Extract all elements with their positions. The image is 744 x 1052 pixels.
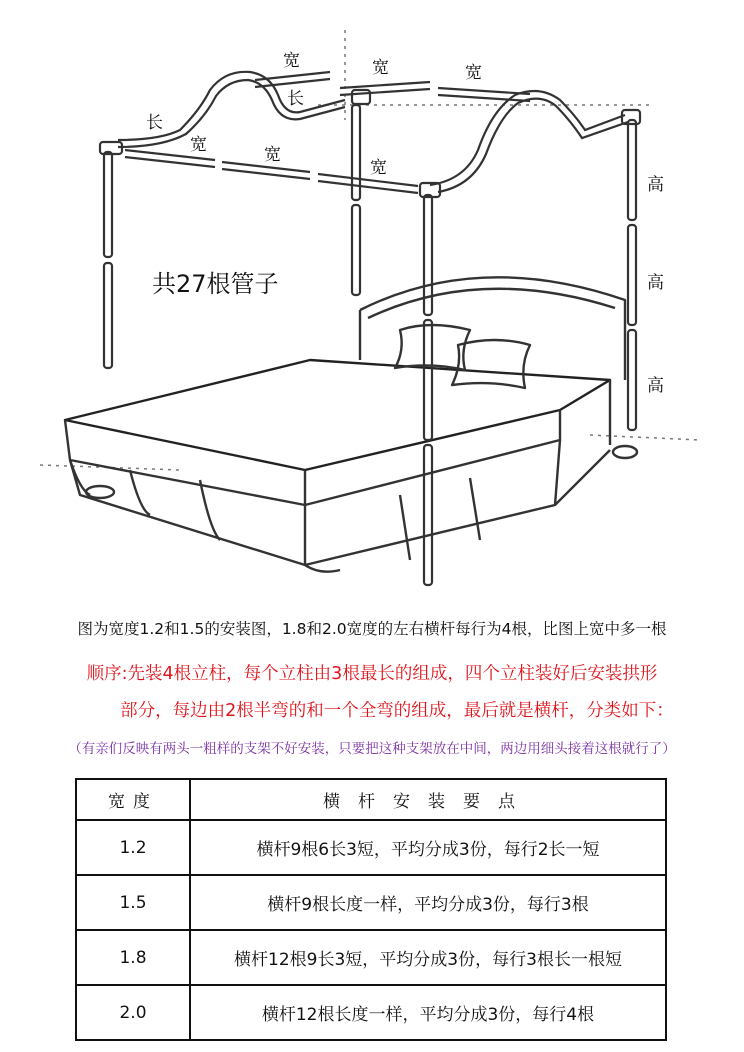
cell-points: 横杆12根9长3短，平均分成3份，每行3根长一根短 — [190, 930, 666, 985]
total-pipes-label: 共27根管子 — [152, 270, 279, 298]
header-width: 宽度 — [76, 779, 190, 820]
label-length-2: 长 — [146, 113, 163, 133]
label-height-2: 高 — [647, 273, 664, 293]
header-crossbar-points: 横杆安装要点 — [190, 779, 666, 820]
bed-illustration — [65, 277, 637, 571]
note-install-info: 图为宽度1.2和1.5的安装图，1.8和2.0宽度的左右横杆每行为4根，比图上宽中多一根 — [77, 620, 667, 638]
table-row — [76, 930, 666, 985]
crossbar-table — [75, 778, 667, 1041]
label-length-1: 长 — [287, 89, 304, 109]
table-row — [76, 875, 666, 930]
note-order-line-1: 顺序:先装4根立柱，每个立柱由3根最长的组成，四个立柱装好后安装拱形 — [86, 664, 658, 684]
label-height-3: 高 — [647, 376, 664, 396]
cell-points: 横杆9根6长3短，平均分成3份，每行2长一短 — [190, 820, 666, 875]
note-tip: （有亲们反映有两头一粗样的支架不好安装，只要把这种支架放在中间，两边用细头接着这根就行了） — [68, 741, 676, 757]
label-width-6: 宽 — [370, 158, 387, 178]
label-height-1: 高 — [647, 175, 664, 195]
cell-width: 2.0 — [76, 985, 190, 1040]
note-order-line-2: 部分，每边由2根半弯的和一个全弯的组成，最后就是横杆，分类如下： — [120, 701, 674, 721]
label-width-4: 宽 — [190, 135, 207, 155]
cell-width: 1.8 — [76, 930, 190, 985]
label-width-1: 宽 — [283, 51, 300, 71]
cell-width: 1.2 — [76, 820, 190, 875]
note-order — [0, 656, 744, 730]
canopy-frame — [100, 72, 640, 585]
label-width-3: 宽 — [465, 63, 482, 83]
table-header-row — [76, 779, 666, 820]
label-width-2: 宽 — [372, 58, 389, 78]
cell-width: 1.5 — [76, 875, 190, 930]
label-width-5: 宽 — [264, 145, 281, 165]
cell-points: 横杆9根长度一样，平均分成3份，每行3根 — [190, 875, 666, 930]
cell-points: 横杆12根长度一样，平均分成3份，每行4根 — [190, 985, 666, 1040]
table-row — [76, 985, 666, 1040]
diagram-labels — [146, 51, 664, 396]
table-row — [76, 820, 666, 875]
